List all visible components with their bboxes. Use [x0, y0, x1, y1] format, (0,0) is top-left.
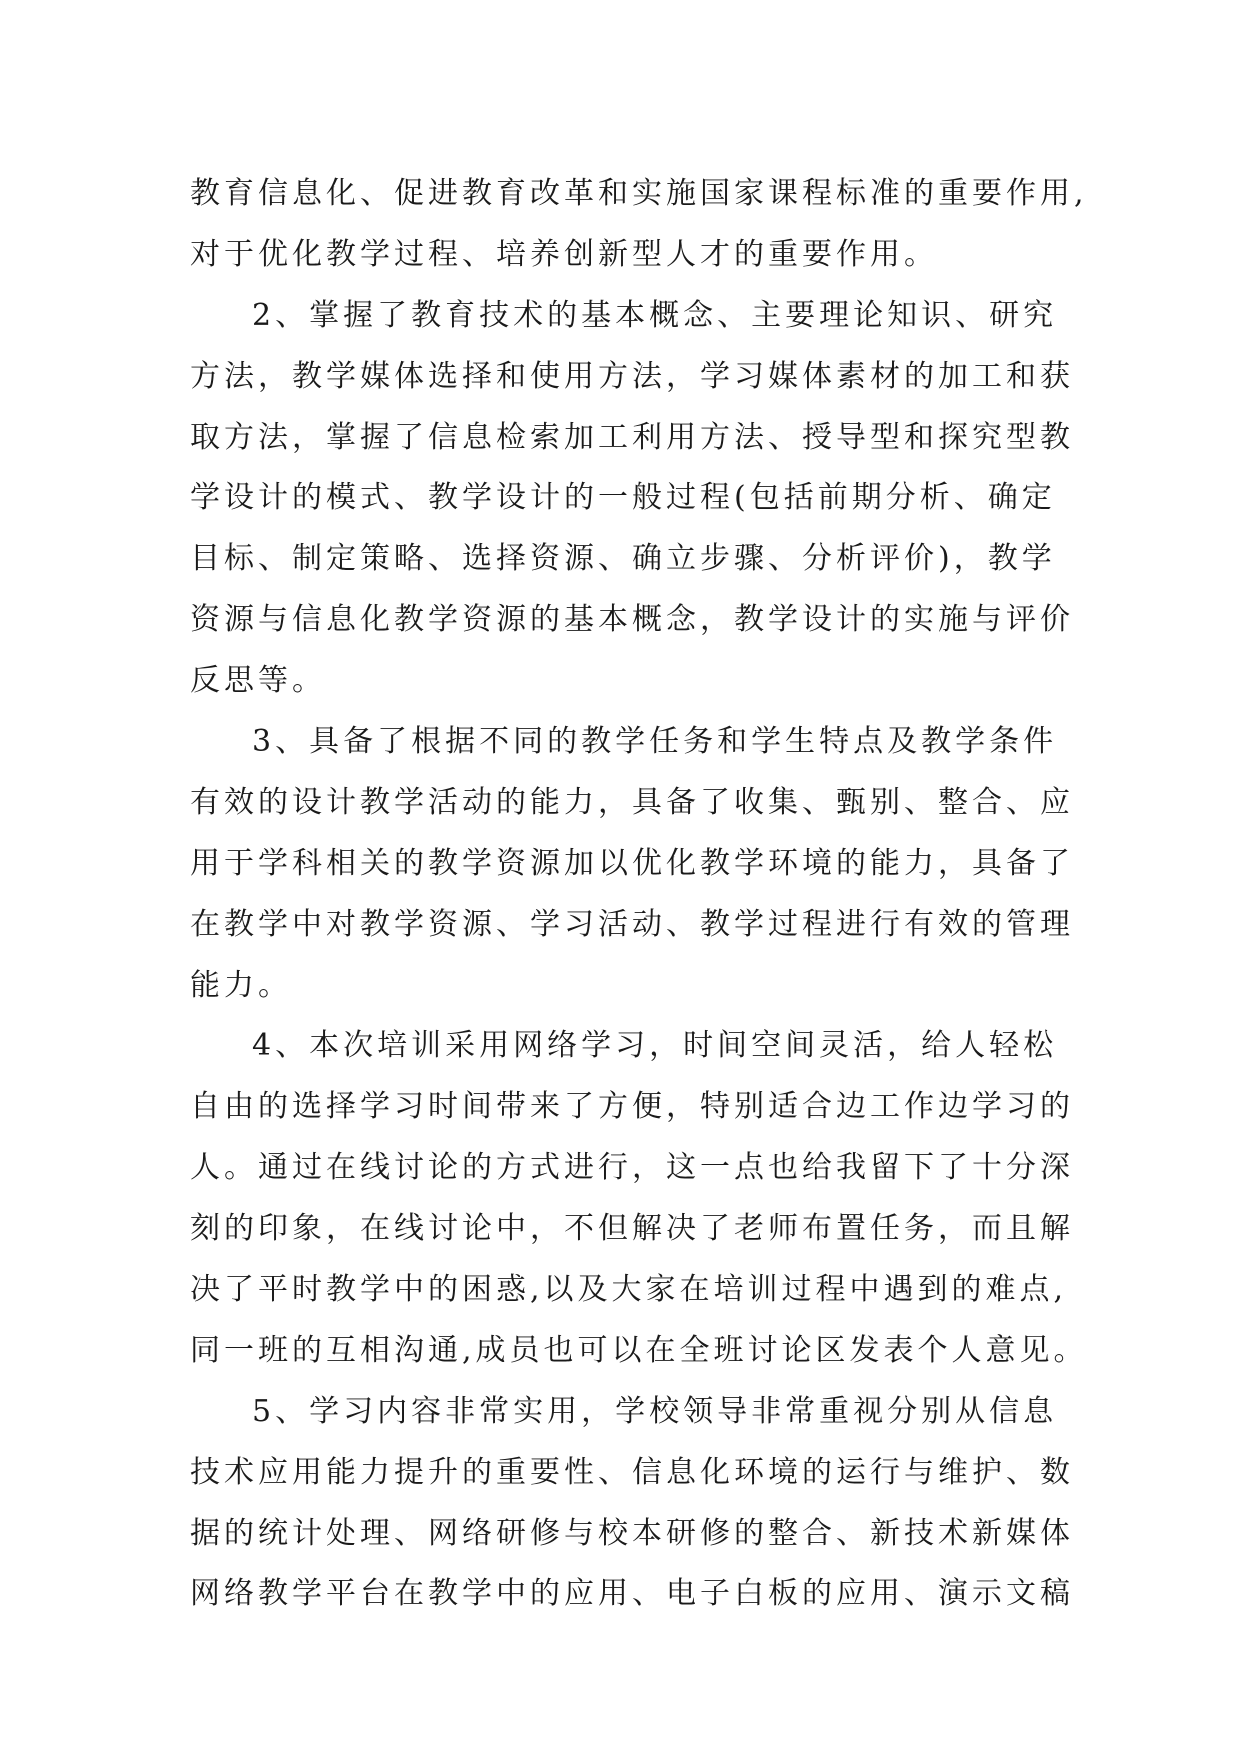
text-line: 对于优化教学过程、培养创新型人才的重要作用。 — [190, 236, 938, 272]
text-line: 人。通过在线讨论的方式进行，这一点也给我留下了十分深 — [190, 1150, 1074, 1186]
text-line: 决了平时教学中的困惑,以及大家在培训过程中遇到的难点, — [190, 1272, 1068, 1308]
text-line: 2、掌握了教育技术的基本概念、主要理论知识、研究 — [252, 297, 1058, 333]
text-line: 教育信息化、促进教育改革和实施国家课程标准的重要作用, — [190, 176, 1088, 211]
text-line: 同一班的互相沟通,成员也可以在全班讨论区发表个人意见。 — [190, 1332, 1088, 1368]
paragraph-continuation — [190, 164, 1090, 286]
text-line: 取方法，掌握了信息检索加工利用方法、授导型和探究型教 — [190, 419, 1074, 455]
paragraph-item-5 — [190, 1382, 1090, 1626]
text-line: 目标、制定策略、选择资源、确立步骤、分析评价)，教学 — [190, 541, 1056, 577]
text-line: 方法，教学媒体选择和使用方法，学习媒体素材的加工和获 — [190, 358, 1074, 394]
text-line: 据的统计处理、网络研修与校本研修的整合、新技术新媒体 — [190, 1515, 1074, 1551]
document-body — [190, 164, 1090, 1625]
text-line: 能力。 — [190, 967, 292, 1003]
text-line: 4、本次培训采用网络学习，时间空间灵活，给人轻松 — [252, 1028, 1058, 1064]
text-line: 有效的设计教学活动的能力，具备了收集、甄别、整合、应 — [190, 784, 1074, 820]
text-line: 用于学科相关的教学资源加以优化教学环境的能力，具备了 — [190, 845, 1074, 881]
paragraph-item-4 — [190, 1016, 1090, 1381]
text-line: 在教学中对教学资源、学习活动、教学过程进行有效的管理 — [190, 906, 1074, 942]
text-line: 网络教学平台在教学中的应用、电子白板的应用、演示文稿 — [190, 1576, 1074, 1612]
paragraph-item-3 — [190, 712, 1090, 1016]
text-line: 技术应用能力提升的重要性、信息化环境的运行与维护、数 — [190, 1454, 1074, 1490]
text-line: 自由的选择学习时间带来了方便，特别适合边工作边学习的 — [190, 1089, 1074, 1125]
text-line: 资源与信息化教学资源的基本概念，教学设计的实施与评价 — [190, 602, 1074, 638]
paragraph-item-2 — [190, 286, 1090, 712]
text-line: 3、具备了根据不同的教学任务和学生特点及教学条件 — [252, 724, 1058, 760]
text-line: 5、学习内容非常实用，学校领导非常重视分别从信息 — [252, 1393, 1058, 1429]
text-line: 刻的印象，在线讨论中，不但解决了老师布置任务，而且解 — [190, 1211, 1074, 1247]
text-line: 学设计的模式、教学设计的一般过程(包括前期分析、确定 — [190, 480, 1056, 516]
text-line: 反思等。 — [190, 663, 326, 699]
